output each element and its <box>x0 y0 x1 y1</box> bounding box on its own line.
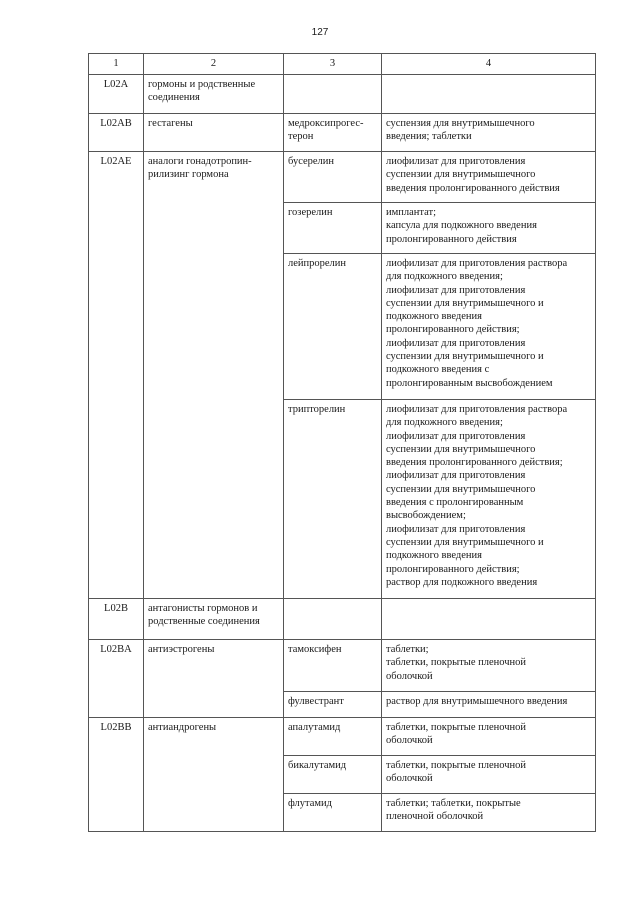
drug-cell: бусерелин <box>284 152 382 203</box>
table-row <box>89 114 596 152</box>
atc-code-cell: L02AE <box>89 152 144 599</box>
group-cell: гормоны и родственные соединения <box>144 75 284 114</box>
dosage-form-cell: лиофилизат для приготовления суспензии для внутримышечного введения пролонгированного действия <box>382 152 596 203</box>
table-row <box>89 599 596 640</box>
table-header-row <box>89 54 596 75</box>
drug-cell: фулвестрант <box>284 692 382 718</box>
table-row <box>89 75 596 114</box>
dosage-form-cell: раствор для внутримышечного введения <box>382 692 596 718</box>
atc-code-cell: L02A <box>89 75 144 114</box>
drug-cell <box>284 599 382 640</box>
dosage-form-cell <box>382 75 596 114</box>
drug-cell: лейпрорелин <box>284 254 382 400</box>
drug-cell: трипторелин <box>284 400 382 599</box>
dosage-form-cell: лиофилизат для приготовления раствора для подкожного введения; лиофилизат для приготовления суспензии для внутримышечного введения пролонгированного действия; лиофилизат для приготовления суспензии для внутримышечного введения с пролонгированным высвобождением; лиофилизат для приготовления суспензии для внутримышечного и подкожного введения пролонгированного действия; раствор для подкожного введения <box>382 400 596 599</box>
drug-cell <box>284 75 382 114</box>
table-row <box>89 718 596 756</box>
drug-cell: тамоксифен <box>284 640 382 692</box>
column-header: 4 <box>382 54 596 75</box>
dosage-form-cell <box>382 599 596 640</box>
dosage-form-cell: таблетки; таблетки, покрытые пленочной оболочкой <box>382 794 596 832</box>
dosage-form-cell: имплантат; капсула для подкожного введения пролонгированного действия <box>382 203 596 254</box>
group-cell: антиандрогены <box>144 718 284 832</box>
drug-cell: флутамид <box>284 794 382 832</box>
column-header: 1 <box>89 54 144 75</box>
drug-cell: апалутамид <box>284 718 382 756</box>
table-row <box>89 152 596 203</box>
atc-code-cell: L02AB <box>89 114 144 152</box>
page-number: 127 <box>311 27 329 38</box>
atc-code-cell: L02B <box>89 599 144 640</box>
drug-cell: гозерелин <box>284 203 382 254</box>
dosage-form-cell: суспензия для внутримышечного введения; таблетки <box>382 114 596 152</box>
column-header: 3 <box>284 54 382 75</box>
dosage-form-cell: лиофилизат для приготовления раствора для подкожного введения; лиофилизат для приготовления суспензии для внутримышечного и подкожного введения пролонгированного действия; лиофилизат для приготовления суспензии для внутримышечного и подкожного введения с пролонгированным высвобождением <box>382 254 596 400</box>
column-header: 2 <box>144 54 284 75</box>
group-cell: аналоги гонадотропин- рилизинг гормона <box>144 152 284 599</box>
dosage-form-cell: таблетки; таблетки, покрытые пленочной оболочкой <box>382 640 596 692</box>
drug-cell: бикалутамид <box>284 756 382 794</box>
group-cell: антиэстрогены <box>144 640 284 718</box>
table-row <box>89 640 596 692</box>
drug-cell: медроксипрогес- терон <box>284 114 382 152</box>
group-cell: гестагены <box>144 114 284 152</box>
dosage-form-cell: таблетки, покрытые пленочной оболочкой <box>382 756 596 794</box>
dosage-form-cell: таблетки, покрытые пленочной оболочкой <box>382 718 596 756</box>
drug-table <box>88 53 596 832</box>
atc-code-cell: L02BB <box>89 718 144 832</box>
group-cell: антагонисты гормонов и родственные соединения <box>144 599 284 640</box>
atc-code-cell: L02BA <box>89 640 144 718</box>
